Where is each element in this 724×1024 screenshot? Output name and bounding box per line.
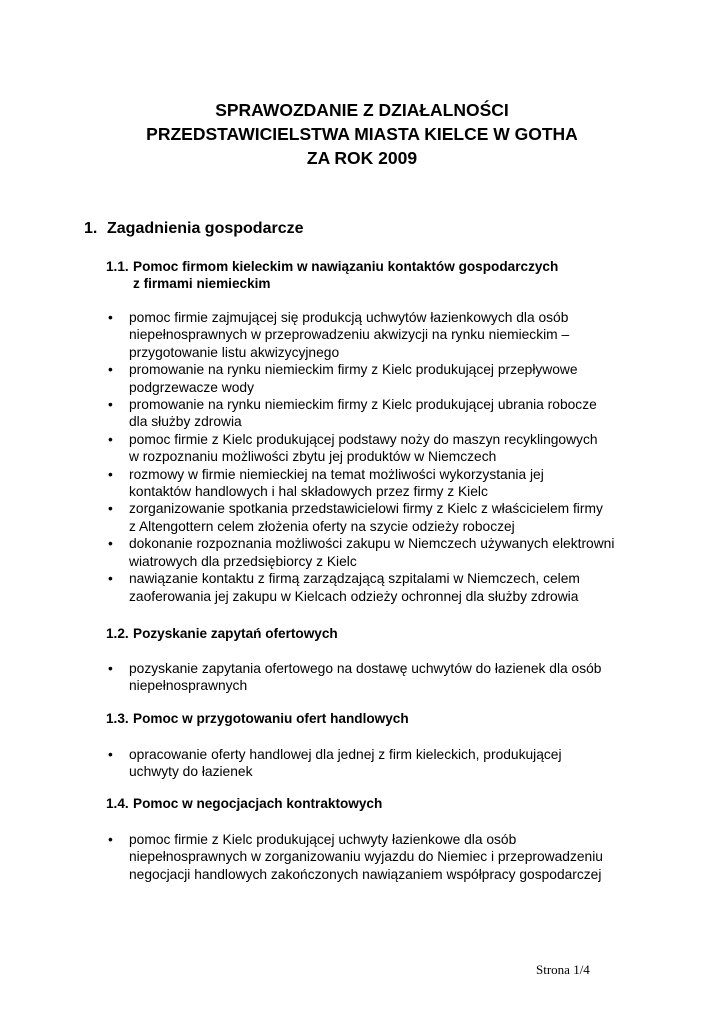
subsection-1-3-heading <box>106 710 409 727</box>
bullet-icon: • <box>108 310 113 325</box>
list-item <box>106 570 666 605</box>
list-item <box>106 309 666 361</box>
list-item-line: w rozpoznaniu możliwości zbytu jej produktów w Niemczech <box>129 449 497 465</box>
bullet-icon: • <box>108 466 113 482</box>
list-item-line: promowanie na rynku niemieckim firmy z Kielc produkującej ubrania robocze <box>129 397 597 413</box>
list-item-line: pomoc firmie z Kielc produkującej podstawy noży do maszyn recyklingowych <box>129 431 598 447</box>
subsection-1-2-list <box>106 660 666 695</box>
title-line-2: PRZEDSTAWICIELSTWA MIASTA KIELCE W GOTHA <box>146 124 578 144</box>
list-item-line: kontaktów handlowych i hal składowych przez firmy z Kielc <box>129 484 488 500</box>
subsection-1-2-number: 1.2. <box>106 626 129 641</box>
bullet-icon: • <box>108 501 113 517</box>
subsection-1-4-heading <box>106 795 382 812</box>
list-item-line: nawiązanie kontaktu z firmą zarządzającą szpitalami w Niemczech, celem <box>129 571 580 587</box>
bullet-icon: • <box>108 832 113 847</box>
list-item-line: podgrzewacze wody <box>129 379 255 395</box>
section-1-number: 1. <box>84 220 98 237</box>
bullet-icon: • <box>108 571 113 587</box>
subsection-1-1-list <box>106 309 666 605</box>
subsection-1-3-list <box>106 746 666 781</box>
subsection-1-1-title-line-1: Pomoc firmom kieleckim w nawiązaniu kontaktów gospodarczych <box>133 259 559 274</box>
subsection-1-2-title: Pozyskanie zapytań ofertowych <box>133 626 338 641</box>
list-item-line: uchwyty do łazienek <box>129 764 253 780</box>
subsection-1-2-heading <box>106 625 338 642</box>
subsection-1-4-title: Pomoc w negocjacjach kontraktowych <box>133 796 383 811</box>
subsection-1-3-number: 1.3. <box>106 711 129 726</box>
page-number: Strona 1/4 <box>536 962 590 977</box>
list-item-line: z Altengottern celem złożenia oferty na szycie odzieży roboczej <box>129 518 515 534</box>
section-1-title: Zagadnienia gospodarcze <box>107 220 304 237</box>
subsection-1-1-title-line-2: z firmami niemieckim <box>133 276 271 291</box>
list-item <box>106 361 666 396</box>
list-item-line: negocjacji handlowych zakończonych nawiązaniem współpracy gospodarczej <box>129 866 602 882</box>
bullet-icon: • <box>108 747 113 762</box>
title-line-3: ZA ROK 2009 <box>306 148 418 168</box>
list-item <box>106 535 666 570</box>
list-item-line: niepełnosprawnych <box>129 678 248 694</box>
list-item-line: zorganizowanie spotkania przedstawicielowi firmy z Kielc z właścicielem firmy <box>129 501 603 517</box>
list-item <box>106 500 666 535</box>
list-item <box>106 396 666 431</box>
list-item-line: wiatrowych dla przedsiębiorcy z Kielc <box>129 553 357 569</box>
list-item <box>106 466 666 501</box>
subsection-1-1-number: 1.1. <box>106 259 129 274</box>
bullet-icon: • <box>108 431 113 447</box>
list-item-line: promowanie na rynku niemieckim firmy z Kielc produkującej przepływowe <box>129 362 578 378</box>
list-item-line: pomoc firmie zajmującej się produkcją uchwytów łazienkowych dla osób <box>129 310 569 325</box>
subsection-1-4-list <box>106 831 666 883</box>
list-item-line: zaoferowania jej zakupu w Kielcach odzieży ochronnej dla służby zdrowia <box>129 588 579 604</box>
subsection-1-1-heading <box>106 258 558 292</box>
subsection-1-3-title: Pomoc w przygotowaniu ofert handlowych <box>133 711 409 726</box>
list-item <box>106 746 666 781</box>
list-item <box>106 660 666 695</box>
list-item-line: opracowanie oferty handlowej dla jednej z firm kieleckich, produkującej <box>129 747 562 762</box>
bullet-icon: • <box>108 397 113 413</box>
list-item <box>106 431 666 466</box>
list-item-line: niepełnosprawnych w zorganizowaniu wyjazdu do Niemiec i przeprowadzeniu <box>129 849 603 865</box>
title-line-1: SPRAWOZDANIE Z DZIAŁALNOŚCI <box>215 100 509 120</box>
list-item <box>106 831 666 883</box>
document-title <box>0 98 724 170</box>
subsection-1-4-number: 1.4. <box>106 796 129 811</box>
section-1-heading <box>84 219 303 239</box>
list-item-line: dokonanie rozpoznania możliwości zakupu w Niemczech używanych elektrowni <box>129 536 615 552</box>
list-item-line: pozyskanie zapytania ofertowego na dostawę uchwytów do łazienek dla osób <box>129 661 602 676</box>
bullet-icon: • <box>108 661 113 676</box>
list-item-line: przygotowanie listu akwizycyjnego <box>129 344 340 360</box>
list-item-line: niepełnosprawnych w przeprowadzeniu akwizycji na rynku niemieckim – <box>129 327 570 343</box>
list-item-line: rozmowy w firmie niemieckiej na temat możliwości wykorzystania jej <box>129 466 544 482</box>
bullet-icon: • <box>108 362 113 378</box>
bullet-icon: • <box>108 536 113 552</box>
list-item-line: pomoc firmie z Kielc produkującej uchwyty łazienkowe dla osób <box>129 832 517 847</box>
list-item-line: dla służby zdrowia <box>129 414 242 430</box>
